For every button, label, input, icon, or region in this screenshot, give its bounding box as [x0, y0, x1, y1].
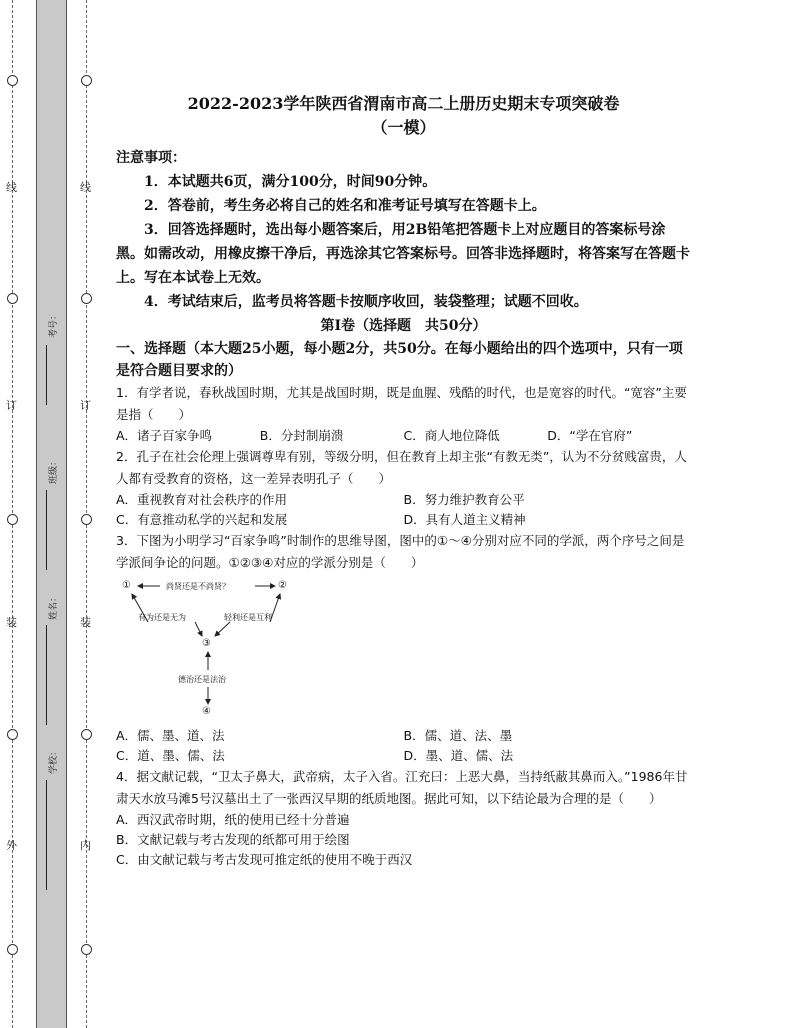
question-3-options	[116, 726, 691, 746]
node-3: ③	[202, 638, 211, 649]
binding-hole	[7, 944, 18, 955]
binding-hole	[81, 293, 92, 304]
option-b[interactable]: B．儒、道、法、墨	[403, 728, 513, 743]
class-line[interactable]	[46, 490, 47, 570]
binding-hole	[7, 514, 18, 525]
exam-number-line[interactable]	[46, 345, 47, 405]
option-d[interactable]: D．“学在官府”	[547, 428, 633, 443]
part-heading: 第Ⅰ卷（选择题 共50分）	[320, 318, 487, 334]
school-line[interactable]	[46, 780, 47, 890]
question-2-options	[116, 490, 691, 510]
option-b[interactable]: B．分封制崩溃	[259, 428, 344, 443]
exam-title: 2022-2023学年陕西省渭南市高二上册历史期末专项突破卷	[187, 94, 620, 113]
field-exam-number: 考号：	[49, 310, 59, 338]
margin-char-nei: 内	[80, 839, 91, 852]
question-4-option-b-row	[116, 830, 691, 850]
option-d[interactable]: D．具有人道主义精神	[403, 512, 526, 527]
debate-label: 德治还是法治	[178, 675, 226, 684]
node-2: ②	[278, 580, 287, 591]
margin-char-xian: 线	[6, 181, 17, 194]
question-3-options	[116, 746, 691, 766]
question-4-option-a-row	[116, 810, 691, 830]
exam-content	[116, 92, 691, 870]
binding-strip	[36, 0, 67, 1028]
name-line[interactable]	[46, 625, 47, 725]
margin-char-zhuang: 装	[6, 616, 17, 629]
question-4-option-c-row	[116, 850, 691, 870]
margin-char-xian-inner: 线	[80, 181, 91, 194]
option-d[interactable]: D．墨、道、儒、法	[403, 748, 514, 763]
debate-label: 轻利还是互利	[224, 613, 272, 622]
binding-hole	[81, 944, 92, 955]
binding-hole	[7, 729, 18, 740]
option-b[interactable]: B．文献记载与考古发现的纸都可用于绘图	[116, 832, 350, 847]
binding-hole	[81, 729, 92, 740]
question-2-stem: 2．孔子在社会伦理上强调尊卑有别，等级分明，但在教育上却主张“有教无类”，认为不分贫贱富贵，人人都有受教育的资格，这一差异表明孔子（ ）	[116, 449, 687, 486]
option-a[interactable]: A．诸子百家争鸣	[116, 428, 213, 443]
question-4-stem: 4．据文献记载，“卫太子鼻大，武帝病，太子入省。江充曰：上恶大鼻，当持纸蔽其鼻而入。”1986年甘肃天水放马滩5号汉墓出土了一张西汉早期的纸质地图。据此可知，以下结论最为合理的是（ ）	[116, 769, 688, 806]
binding-hole	[7, 293, 18, 304]
option-b[interactable]: B．努力维护教育公平	[403, 492, 525, 507]
field-name: 姓名：	[49, 592, 59, 620]
option-c[interactable]: C．有意推动私学的兴起和发展	[116, 512, 288, 527]
notice-item: 1．本试题共6页，满分100分，时间90分钟。	[144, 174, 437, 190]
option-a[interactable]: A．儒、墨、道、法	[116, 728, 225, 743]
question-1-options	[116, 426, 691, 446]
exam-subtitle: （一模）	[371, 118, 436, 137]
margin-char-wai: 外	[6, 839, 17, 852]
margin-char-ding-inner: 订	[80, 399, 91, 412]
question-2-options	[116, 510, 691, 530]
binding-hole	[7, 75, 18, 86]
section-heading: 一、选择题（本大题25小题，每小题2分，共50分。在每小题给出的四个选项中，只有一项是符合题目要求的）	[116, 341, 683, 379]
notice-heading: 注意事项：	[116, 150, 186, 166]
margin-char-zhuang-inner: 装	[80, 616, 91, 629]
field-school: 学校：	[49, 746, 59, 774]
option-c[interactable]: C．由文献记载与考古发现可推定纸的使用不晚于西汉	[116, 852, 413, 867]
question-3-stem: 3．下图为小明学习“百家争鸣”时制作的思维导图，图中的①～④分别对应不同的学派，两个序号之间是学派间争论的问题。①②③④对应的学派分别是（ ）	[116, 533, 685, 570]
node-4: ④	[202, 706, 211, 717]
option-c[interactable]: C．道、墨、儒、法	[116, 748, 225, 763]
node-1: ①	[122, 580, 131, 591]
binding-hole	[81, 75, 92, 86]
question-1-stem: 1．有学者说，春秋战国时期，尤其是战国时期，既是血腥、残酷的时代，也是宽容的时代。“宽容”主要是指（ ）	[116, 385, 687, 422]
notice-item: 3．回答选择题时，选出每小题答案后，用2B铅笔把答题卡上对应题目的答案标号涂黑。如需改动，用橡皮擦干净后，再选涂其它答案标号。回答非选择题时，将答案写在答题卡上。写在本试卷上无效。	[116, 222, 690, 286]
binding-hole	[81, 514, 92, 525]
debate-label: 有为还是无为	[138, 613, 186, 622]
margin-char-ding: 订	[6, 399, 17, 412]
notice-item: 2．答卷前，考生务必将自己的姓名和准考证号填写在答题卡上。	[144, 198, 546, 214]
field-class: 班级：	[49, 456, 59, 484]
option-a[interactable]: A．西汉武帝时期，纸的使用已经十分普遍	[116, 812, 350, 827]
mind-map-arrows	[120, 580, 300, 720]
option-a[interactable]: A．重视教育对社会秩序的作用	[116, 492, 288, 507]
debate-label: 尚贤还是不尚贤？	[166, 582, 230, 591]
mind-map-diagram	[120, 580, 300, 720]
notice-item: 4．考试结束后，监考员将答题卡按顺序收回，装袋整理；试题不回收。	[144, 294, 588, 310]
option-c[interactable]: C．商人地位降低	[403, 428, 500, 443]
